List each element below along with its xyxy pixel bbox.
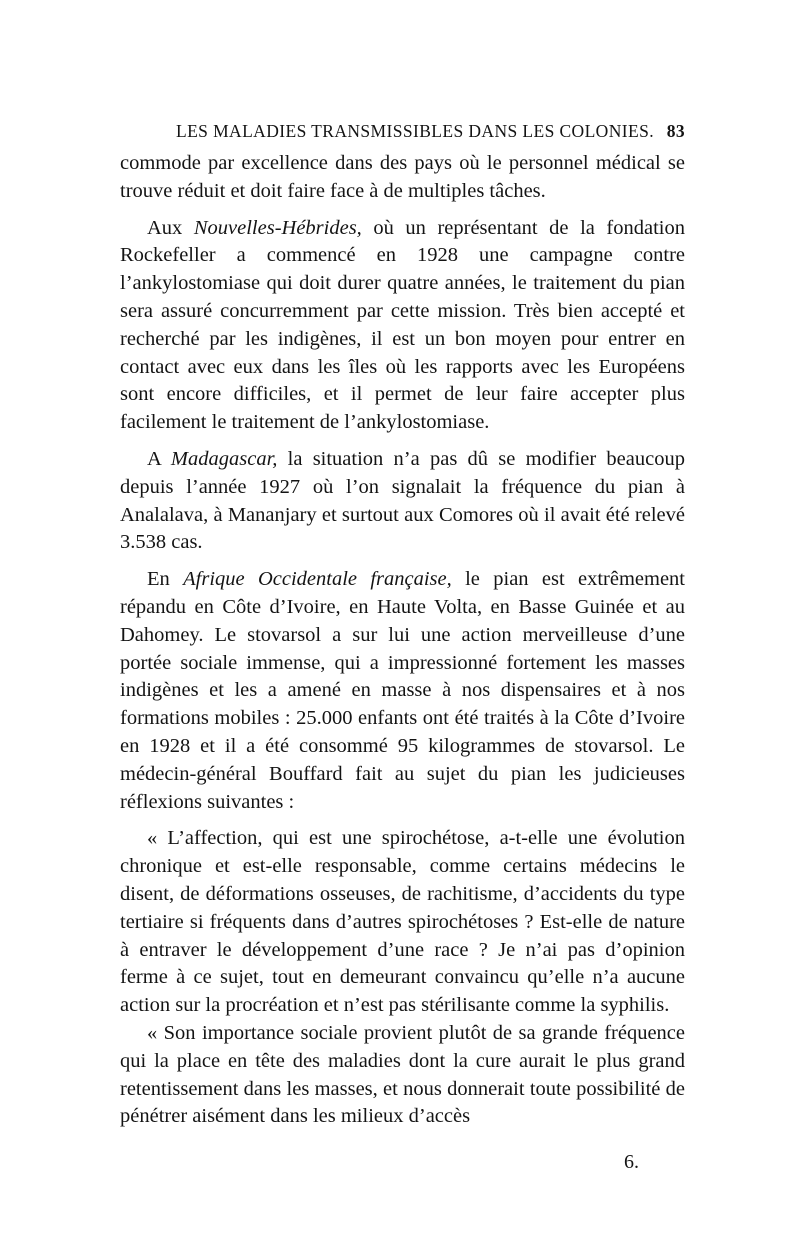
- paragraph-continuation: [120, 150, 685, 206]
- text-run: la situation n’a pas dû se modifier beaucoup depuis l’année 1927 où l’on signalait la fréquence du pian à Analalava, à Mananjary et surtout aux Comores où il avait été relevé 3.538 cas.: [120, 447, 685, 554]
- text-run: « Son importance sociale provient plutôt de sa grande fréquence qui la place en tête des maladies dont la cure aurait le plus grand retentissement dans les masses, et nous donnerait toute possibilité de pénétrer aisément dans les milieux d’accès: [120, 1021, 685, 1128]
- text-run: où un représentant de la fondation Rockefeller a commencé en 1928 une campagne contre l’ankylostomiase qui doit durer quatre années, le traitement du pian sera assuré concurremment par cette mission. Très bien accepté et recherché par les indigènes, il est un bon moyen pour entrer en contact avec eux dans les îles où les rapports avec les Européens sont encore difficiles, et il permet de leur faire accepter plus facilement le traitement de l’ankylostomiase.: [120, 216, 685, 434]
- text-run: Aux: [147, 216, 194, 239]
- paragraph-quotation-2: [120, 1020, 685, 1131]
- running-title: LES MALADIES TRANSMISSIBLES DANS LES COLONIES.: [176, 121, 654, 141]
- text-run: le pian est extrêmement répandu en Côte d’Ivoire, en Haute Volta, en Basse Guinée et au Dahomey. Le stovarsol a sur lui une action merveilleuse d’une portée sociale immense, qui a impressionné fortement les masses indigènes et les a amené en masse à nos dispensaires et à nos formations mobiles : 25.000 enfants ont été traités à la Côte d’Ivoire en 1928 et il a été consommé 95 kilogrammes de stovarsol. Le médecin-général Bouffard fait au sujet du pian les judicieuses réflexions suivantes :: [120, 568, 685, 813]
- text-run: commode par excellence dans des pays où le personnel médical se trouve réduit et doit faire face à de multiples tâches.: [120, 152, 685, 202]
- paragraph-madagascar: [120, 446, 685, 557]
- text-run: « L’affection, qui est une spirochétose, a-t-elle une évolution chronique et est-elle responsable, comme certains médecins le disent, de déformations osseuses, de rachitisme, d’accidents du type tertiaire si fréquents dans d’autres spirochétoses ? Est-elle de nature à entraver le développement d’une race ? Je n’ai pas d’opinion ferme à ce sujet, tout en demeurant convaincu qu’elle n’a aucune action sur la procréation et n’est pas stérilisante comme la syphilis.: [120, 827, 685, 1017]
- place-name-italic: Afrique Occidentale française,: [183, 568, 452, 591]
- paragraph-nouvelles-hebrides: [120, 215, 685, 437]
- paragraph-quotation-1: [120, 825, 685, 1020]
- page-number: 83: [666, 121, 685, 141]
- text-run: A: [147, 447, 171, 470]
- signature-mark: 6.: [624, 1151, 639, 1173]
- paragraph-afrique-occidentale: [120, 566, 685, 816]
- text-run: En: [147, 568, 184, 591]
- running-header: [120, 121, 685, 145]
- body-text: [120, 150, 685, 1131]
- place-name-italic: Nouvelles-Hébrides,: [193, 216, 362, 239]
- place-name-italic: Madagascar,: [170, 447, 278, 470]
